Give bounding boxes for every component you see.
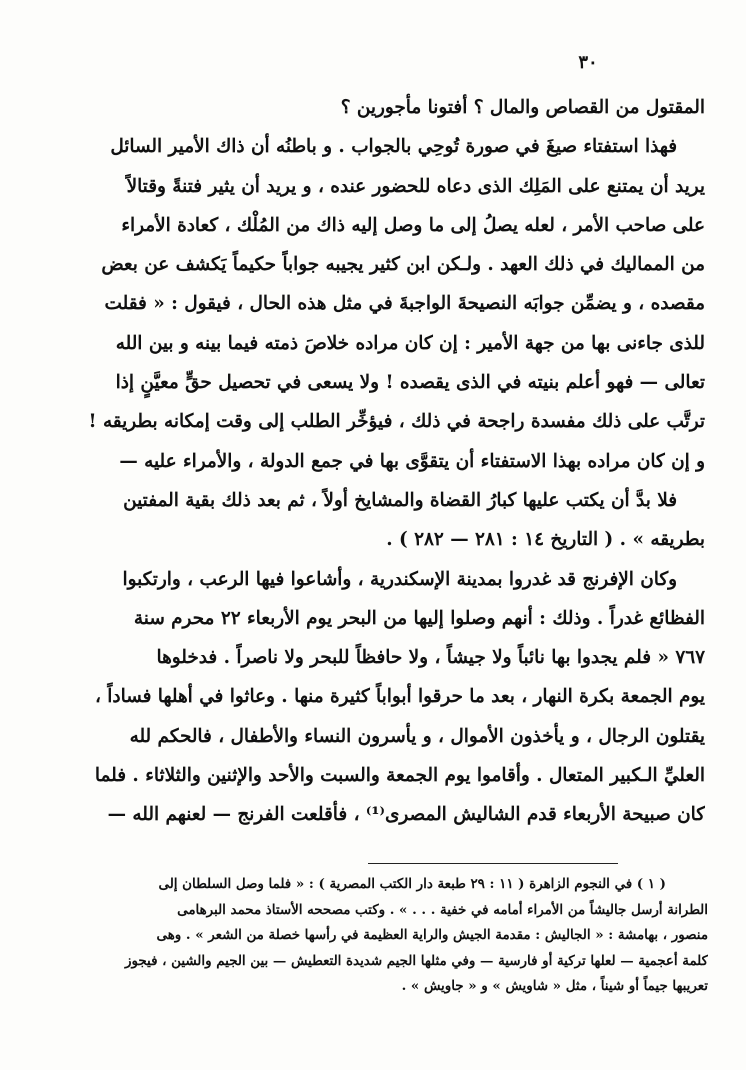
text-line: بطريقه » . ( التاريخ ١٤ : ٢٨١ — ٢٨٢ ) . bbox=[386, 529, 705, 551]
text-line: و إن كان مراده بهذا الاستفتاء أن يتقوَّى بها في جمع الدولة ، والأمراء عليه — bbox=[119, 450, 705, 472]
text-line: الفظائع غدراً . وذلك : أنهم وصلوا إليها من البحر يوم الأربعاء ٢٢ محرم سنة bbox=[133, 607, 705, 629]
text-line: يوم الجمعة بكرة النهار ، بعد ما حرقوا أبواباً كثيرة منها . وعاثوا في أهلها فساداً ، bbox=[94, 686, 705, 708]
text-line: يقتلون الرجال ، و يأخذون الأموال ، و يأسرون النساء والأطفال ، فالحكم لله bbox=[129, 725, 705, 747]
text-line: للذى جاءنى بها من جهة الأمير : إن كان مراده خلاصَ ذمته فيما بينه و بين الله bbox=[115, 332, 705, 354]
footnote-separator bbox=[368, 863, 618, 864]
footnotes bbox=[78, 872, 708, 1000]
text-line: وكان الإفرنج قد غدروا بمدينة الإسكندرية ، وأشاعوا فيها الرعب ، وارتكبوا bbox=[122, 568, 677, 590]
text-line: على صاحب الأمر ، لعله يصلُ إلى ما وصل إليه ذاك من المُلْك ، كعادة الأمراء bbox=[121, 214, 705, 236]
text-line: من المماليك في ذلك العهد . ولـكن ابن كثير يجيبه جواباً حكيماً يَكشف عن بعض bbox=[101, 254, 705, 276]
text-line: يريد أن يمتنع على المَلِك الذى دعاه للحضور عنده ، و يريد أن يثير فتنةً وقتالاً bbox=[126, 175, 705, 197]
text-line: ٧٦٧ « فلم يجدوا بها نائباً ولا جيشاً ، ولا حافظاً للبحر ولا ناصراً . فدخلوها bbox=[156, 647, 705, 669]
footnote-line: منصور ، بهامشة : « الجاليش : مقدمة الجيش والراية العظيمة في رأسها خصلة من الشعر » . وهى bbox=[156, 927, 708, 944]
footnote-line: الطرانة أرسل جاليشاً من الأمراء أمامه في خفية . . . » . وكتب مصححه الأستاذ محمد البرهامى bbox=[177, 901, 708, 918]
text-line: تعالى — فهو أعلم بنيته في الذى يقصده ! ولا يسعى في تحصيل حقٍّ معيَّنٍ إذا bbox=[115, 372, 705, 394]
text-line: كان صبيحة الأربعاء قدم الشاليش المصرى⁽¹⁾ ، فأقلعت الفرنج — لعنهم الله — bbox=[107, 804, 705, 826]
text-line: فلا بدَّ أن يكتب عليها كبارُ القضاة والمشايخ أولاً ، ثم بعد ذلك بقية المفتين bbox=[123, 489, 677, 511]
text-line: المقتول من القصاص والمال ؟ أفتونا مأجورين ؟ bbox=[340, 97, 705, 118]
main-text bbox=[80, 88, 705, 835]
text-line: مقصده ، و يضمِّن جوابَه النصيحةَ الواجبةَ في مثل هذه الحال ، فيقول : « فقلت bbox=[104, 293, 705, 315]
text-line: العليِّ الـكبير المتعال . وأقاموا يوم الجمعة والسبت والأحد والإثنين والثلاثاء . فلما bbox=[94, 765, 705, 787]
footnote-line: كلمة أعجمية — لعلها تركية أو فارسية — وفي مثلها الجيم شديدة التعطيش — بين الجيم والشين ، فيجوز bbox=[125, 952, 708, 969]
page-number: ٣٠ bbox=[578, 52, 598, 73]
footnote-line: ( ١ ) في النجوم الزاهرة ( ١١ : ٢٩ طبعة دار الكتب المصرية ) : « فلما وصل السلطان إلى bbox=[158, 876, 666, 892]
footnote-line: تعريبها جيماً أو شيناً ، مثل « شاويش » و « جاويش » . bbox=[401, 978, 708, 995]
text-line: ترتَّب على ذلك مفسدة راجحة في ذلك ، فيؤخِّر الطلب إلى وقت إمكانه بطريقه ! bbox=[88, 411, 705, 433]
text-line: فهذا استفتاء صيغَ في صورة تُوحِي بالجواب . و باطنُه أن ذاك الأمير السائل bbox=[110, 136, 677, 158]
